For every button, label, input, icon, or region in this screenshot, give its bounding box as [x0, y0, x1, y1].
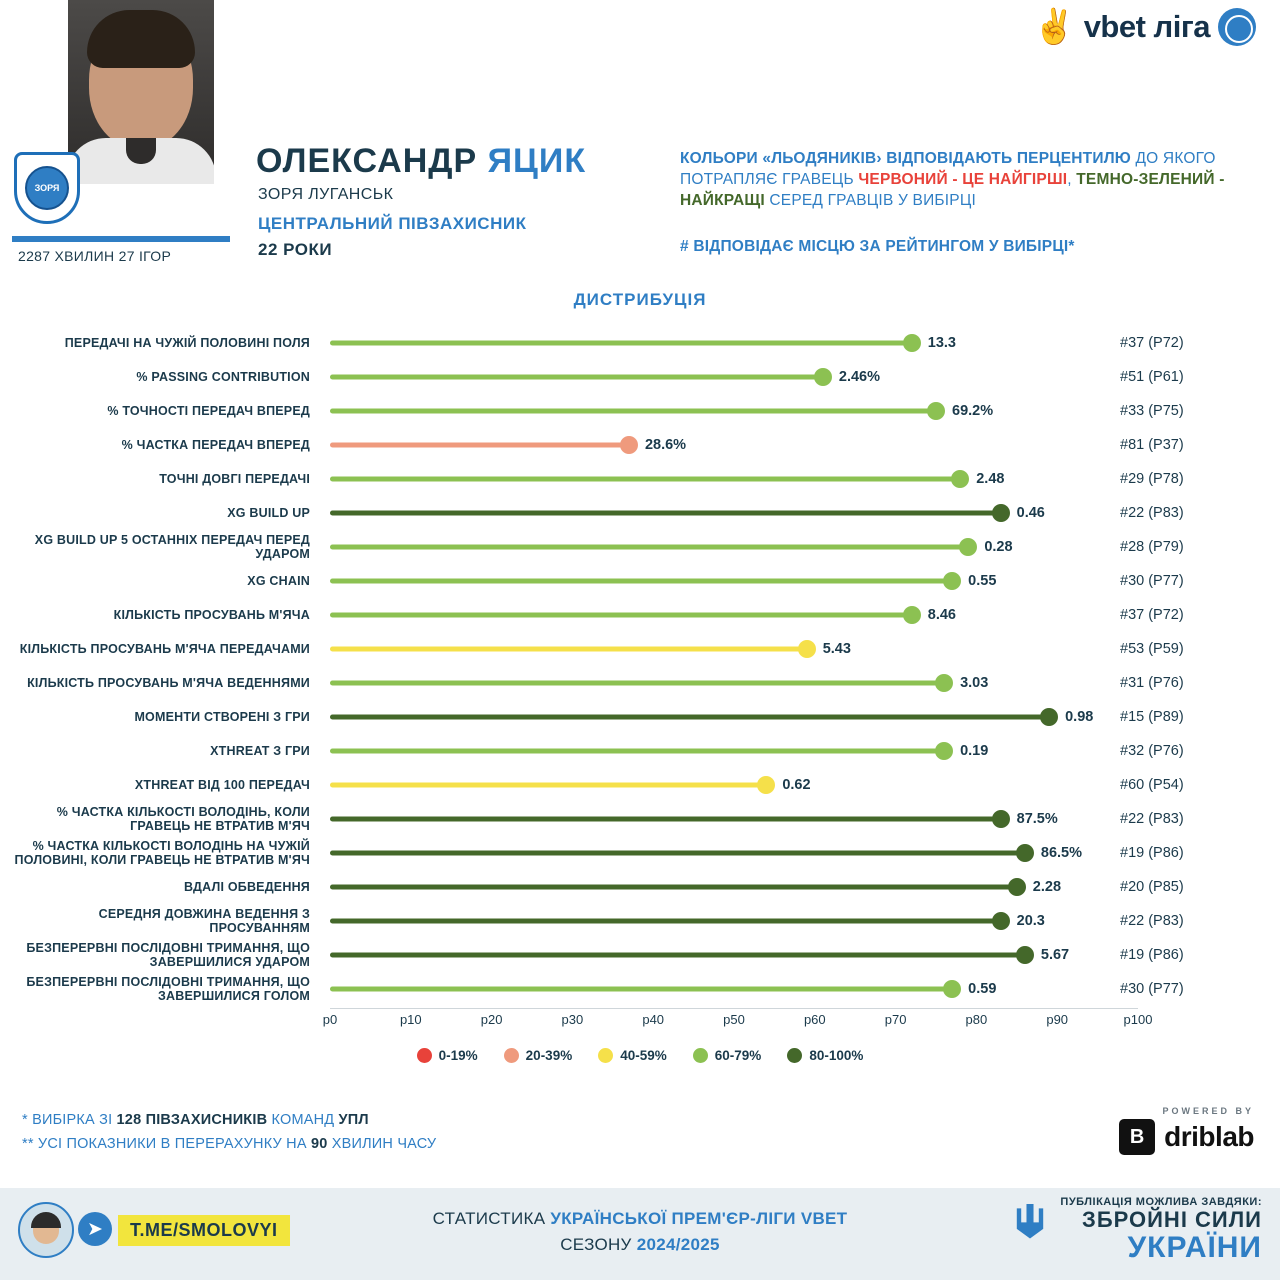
credit-2-bold: 2024/2025	[636, 1235, 720, 1254]
metric-bar	[330, 443, 629, 448]
axis-tick: p100	[1123, 1012, 1153, 1027]
percentile-explanation	[680, 148, 1270, 211]
minutes-played: 2287 ХВИЛИН 27 ІГОР	[18, 248, 172, 264]
metric-value: 5.43	[822, 641, 851, 657]
metric-label: XG BUILD UP 5 ОСТАННІХ ПЕРЕДАЧ ПЕРЕД УДАРОМ	[34, 533, 310, 561]
metric-track	[330, 904, 1138, 938]
metric-label: КІЛЬКІСТЬ ПРОСУВАНЬ М'ЯЧА	[113, 608, 310, 622]
chart-row	[0, 462, 1280, 496]
metric-track	[330, 530, 1138, 564]
footnote-per90	[22, 1132, 436, 1156]
chart-row	[0, 496, 1280, 530]
chart-row	[0, 632, 1280, 666]
metric-track	[330, 938, 1138, 972]
legend-item	[693, 1048, 762, 1063]
club-badge	[14, 152, 82, 228]
metric-track	[330, 428, 1138, 462]
metric-rank: #22 (P83)	[1120, 505, 1184, 521]
metric-rank: #30 (P77)	[1120, 981, 1184, 997]
chart-row	[0, 700, 1280, 734]
metric-bar	[330, 375, 823, 380]
metric-label: % ЧАСТКА КІЛЬКОСТІ ВОЛОДІНЬ, КОЛИ ГРАВЕЦЬ НЕ ВТРАТИВ М'ЯЧ	[56, 805, 310, 833]
metric-dot	[943, 572, 961, 590]
player-position: ЦЕНТРАЛЬНИЙ ПІВЗАХИСНИК	[258, 214, 527, 233]
legend-item	[787, 1048, 863, 1063]
metric-dot	[814, 368, 832, 386]
metric-value: 28.6%	[644, 437, 687, 453]
metric-bar	[330, 783, 766, 788]
metric-bar	[330, 647, 807, 652]
credit-1-pre: СТАТИСТИКА	[432, 1209, 551, 1228]
axis-tick: p60	[803, 1012, 826, 1027]
metric-dot	[1016, 844, 1034, 862]
metric-bar	[330, 341, 912, 346]
metric-bar	[330, 749, 944, 754]
metric-track	[330, 836, 1138, 870]
metric-track	[330, 666, 1138, 700]
metric-rank: #32 (P76)	[1120, 743, 1184, 759]
metric-value: 0.19	[960, 743, 989, 759]
metric-rank: #22 (P83)	[1120, 913, 1184, 929]
metric-dot	[1040, 708, 1058, 726]
metric-value: 2.46%	[838, 369, 880, 385]
metric-value: 0.55	[968, 573, 997, 589]
metric-rank: #37 (P72)	[1120, 607, 1184, 623]
metric-value: 20.3	[1016, 913, 1045, 929]
metric-rank: #31 (P76)	[1120, 675, 1184, 691]
legend-note-percentile: ПЕРЦЕНТИЛЮ	[1016, 150, 1131, 167]
axis-tick: p90	[1046, 1012, 1069, 1027]
distribution-chart	[0, 326, 1280, 1026]
metric-bar	[330, 851, 1025, 856]
metric-dot	[935, 674, 953, 692]
league-logo-text: vbet ліга	[1083, 9, 1210, 44]
trident-icon	[1008, 1204, 1052, 1258]
metric-track	[330, 972, 1138, 1006]
chart-row	[0, 972, 1280, 1006]
legend-note-green: ТЕМНО-ЗЕЛЕНИЙ - НАЙКРАЩІ	[680, 171, 1225, 209]
metric-value: 0.28	[984, 539, 1013, 555]
metric-bar	[330, 681, 944, 686]
metric-rank: #19 (P86)	[1120, 947, 1184, 963]
league-logo	[1033, 8, 1256, 46]
metric-track	[330, 700, 1138, 734]
metric-dot	[903, 334, 921, 352]
player-club: ЗОРЯ ЛУГАНСЬК	[258, 186, 394, 203]
metric-rank: #51 (P61)	[1120, 369, 1184, 385]
metric-rank: #29 (P78)	[1120, 471, 1184, 487]
armed-forces-line1: ЗБРОЙНІ СИЛИ	[1082, 1207, 1262, 1232]
metric-value: 87.5%	[1016, 811, 1058, 827]
metric-dot	[1016, 946, 1034, 964]
metric-rank: #53 (P59)	[1120, 641, 1184, 657]
chart-row	[0, 666, 1280, 700]
metric-dot	[927, 402, 945, 420]
chart-row	[0, 326, 1280, 360]
metric-rank: #37 (P72)	[1120, 335, 1184, 351]
legend-swatch-icon	[598, 1048, 613, 1063]
metric-label: БЕЗПЕРЕРВНІ ПОСЛІДОВНІ ТРИМАННЯ, ЩО ЗАВЕРШИЛИСЯ УДАРОМ	[26, 941, 310, 969]
metric-bar	[330, 409, 936, 414]
rank-explanation: # ВІДПОВІДАЄ МІСЦЮ ЗА РЕЙТИНГОМ У ВИБІРЦІ*	[680, 238, 1075, 255]
metric-rank: #33 (P75)	[1120, 403, 1184, 419]
metric-track	[330, 394, 1138, 428]
footnote-2-pre: ** УСІ ПОКАЗНИКИ В ПЕРЕРАХУНКУ НА	[22, 1136, 311, 1152]
metric-value: 0.62	[782, 777, 811, 793]
legend-label: 80-100%	[809, 1048, 864, 1063]
minutes-underline	[12, 236, 230, 242]
metric-bar	[330, 579, 952, 584]
metric-value: 69.2%	[952, 403, 994, 419]
metric-bar	[330, 545, 968, 550]
metric-track	[330, 326, 1138, 360]
metric-value: 0.46	[1016, 505, 1045, 521]
metric-label: ТОЧНІ ДОВГІ ПЕРЕДАЧІ	[159, 472, 310, 486]
armed-forces-line2: УКРАЇНИ	[1127, 1231, 1262, 1264]
metric-track	[330, 768, 1138, 802]
metric-track	[330, 462, 1138, 496]
page-title	[256, 142, 586, 181]
chart-row	[0, 870, 1280, 904]
club-badge-label: ЗОРЯ	[25, 166, 69, 210]
footnotes	[22, 1108, 436, 1156]
metric-label: XTHREAT ВІД 100 ПЕРЕДАЧ	[134, 778, 310, 792]
metric-bar	[330, 953, 1025, 958]
driblab-row	[1119, 1119, 1254, 1155]
legend-label: 40-59%	[620, 1048, 667, 1063]
color-legend	[0, 1048, 1280, 1063]
powered-by-label: POWERED BY	[1162, 1106, 1254, 1116]
metric-dot	[992, 810, 1010, 828]
legend-note-part-3: ,	[1067, 171, 1077, 188]
credit-2-pre: СЕЗОНУ	[560, 1235, 637, 1254]
driblab-logo	[1119, 1106, 1254, 1155]
chart-row	[0, 768, 1280, 802]
chart-row	[0, 904, 1280, 938]
chart-row	[0, 802, 1280, 836]
legend-note-part-1: КОЛЬОРИ «ЛЬОДЯНИКІВ› ВІДПОВІДАЮТЬ	[680, 150, 1017, 167]
ball-icon	[1218, 8, 1256, 46]
metric-bar	[330, 885, 1017, 890]
metric-track	[330, 632, 1138, 666]
player-first-name: ОЛЕКСАНДР	[256, 142, 478, 180]
metric-track	[330, 734, 1138, 768]
metric-label: % ЧАСТКА ПЕРЕДАЧ ВПЕРЕД	[121, 438, 310, 452]
footnote-2-post: ХВИЛИН ЧАСУ	[327, 1136, 437, 1152]
metric-label: XG CHAIN	[247, 574, 310, 588]
footnote-sample	[22, 1108, 436, 1132]
header	[0, 0, 1280, 309]
legend-item	[417, 1048, 478, 1063]
chart-row	[0, 428, 1280, 462]
metric-dot	[959, 538, 977, 556]
legend-swatch-icon	[787, 1048, 802, 1063]
metric-dot	[798, 640, 816, 658]
chart-row	[0, 836, 1280, 870]
legend-label: 0-19%	[438, 1048, 478, 1063]
metric-rank: #19 (P86)	[1120, 845, 1184, 861]
legend-swatch-icon	[417, 1048, 432, 1063]
chart-title: ДИСТРИБУЦІЯ	[573, 290, 707, 309]
metric-label: % PASSING CONTRIBUTION	[136, 370, 310, 384]
player-last-name: ЯЦИК	[487, 142, 587, 180]
metric-rank: #30 (P77)	[1120, 573, 1184, 589]
metric-label: XTHREAT З ГРИ	[210, 744, 310, 758]
chart-row	[0, 394, 1280, 428]
metric-bar	[330, 511, 1001, 516]
metric-bar	[330, 613, 912, 618]
chart-row	[0, 938, 1280, 972]
metric-label: XG BUILD UP	[227, 506, 310, 520]
metric-value: 13.3	[927, 335, 956, 351]
footnote-1-pre: * ВИБІРКА ЗІ	[22, 1112, 117, 1128]
metric-rank: #60 (P54)	[1120, 777, 1184, 793]
legend-item	[504, 1048, 573, 1063]
credit-1-bold: УКРАЇНСЬКОЇ ПРЕМ'ЄР-ЛІГИ VBET	[550, 1209, 848, 1228]
metric-dot	[992, 912, 1010, 930]
player-hair	[87, 10, 195, 68]
chart-row	[0, 360, 1280, 394]
legend-swatch-icon	[693, 1048, 708, 1063]
peace-sign-icon: ✌	[1033, 8, 1076, 46]
metric-label: ПЕРЕДАЧІ НА ЧУЖІЙ ПОЛОВИНІ ПОЛЯ	[64, 336, 310, 350]
metric-track	[330, 870, 1138, 904]
club-badge-shape	[14, 152, 80, 224]
metric-label: ВДАЛІ ОБВЕДЕННЯ	[183, 880, 310, 894]
armed-forces-credit	[1060, 1196, 1262, 1264]
metric-label: МОМЕНТИ СТВОРЕНІ З ГРИ	[134, 710, 310, 724]
metric-label: % ТОЧНОСТІ ПЕРЕДАЧ ВПЕРЕД	[107, 404, 310, 418]
metric-label: КІЛЬКІСТЬ ПРОСУВАНЬ М'ЯЧА ПЕРЕДАЧАМИ	[19, 642, 310, 656]
metric-track	[330, 360, 1138, 394]
axis-tick: p70	[884, 1012, 907, 1027]
metric-dot	[1008, 878, 1026, 896]
metric-rank: #81 (P37)	[1120, 437, 1184, 453]
legend-label: 60-79%	[714, 1048, 762, 1063]
metric-rank: #20 (P85)	[1120, 879, 1184, 895]
telegram-icon[interactable]: ➤	[78, 1212, 112, 1246]
metric-dot	[903, 606, 921, 624]
axis-tick: p0	[322, 1012, 338, 1027]
legend-item	[598, 1048, 667, 1063]
metric-value: 0.59	[968, 981, 997, 997]
metric-label: СЕРЕДНЯ ДОВЖИНА ВЕДЕННЯ З ПРОСУВАННЯМ	[98, 907, 310, 935]
footnote-1-bold2: УПЛ	[338, 1112, 369, 1128]
axis-tick: p80	[965, 1012, 988, 1027]
metric-track	[330, 598, 1138, 632]
metric-dot	[992, 504, 1010, 522]
driblab-mark-icon: B	[1119, 1119, 1155, 1155]
metric-value: 8.46	[927, 607, 956, 623]
metric-value: 5.67	[1040, 947, 1070, 963]
legend-label: 20-39%	[525, 1048, 573, 1063]
legend-note-part-2: ДО ЯКОГО ПОТРАПЛЯЄ ГРАВЕЦЬ	[680, 150, 1216, 188]
driblab-name: driblab	[1164, 1121, 1254, 1152]
axis-tick: p10	[399, 1012, 422, 1027]
metric-rank: #22 (P83)	[1120, 811, 1184, 827]
metric-value: 2.28	[1032, 879, 1062, 895]
footnote-1-bold: 128 ПІВЗАХИСНИКІВ	[116, 1112, 268, 1128]
player-photo	[68, 0, 214, 184]
metric-bar	[330, 477, 960, 482]
metric-track	[330, 496, 1138, 530]
axis-tick: p30	[561, 1012, 584, 1027]
metric-value: 86.5%	[1040, 845, 1082, 861]
metric-dot	[620, 436, 638, 454]
metric-rank: #15 (P89)	[1120, 709, 1184, 725]
footer-bar	[0, 1188, 1280, 1280]
metric-track	[330, 802, 1138, 836]
metric-value: 3.03	[960, 675, 989, 691]
footnote-1-post: КОМАНД	[267, 1112, 339, 1128]
player-shirt	[68, 138, 214, 184]
metric-value: 0.98	[1065, 709, 1094, 725]
chart-row	[0, 598, 1280, 632]
legend-swatch-icon	[504, 1048, 519, 1063]
x-axis	[322, 1012, 1153, 1034]
footnote-2-bold: 90	[310, 1136, 328, 1152]
metric-track	[330, 564, 1138, 598]
metric-dot	[943, 980, 961, 998]
axis-tick: p50	[723, 1012, 745, 1027]
metric-dot	[935, 742, 953, 760]
metric-bar	[330, 987, 952, 992]
chart-row	[0, 734, 1280, 768]
legend-note-red: ЧЕРВОНИЙ - ЦЕ НАЙГІРШІ	[858, 171, 1068, 188]
metric-bar	[330, 817, 1001, 822]
axis-baseline	[330, 1008, 1138, 1009]
metric-dot	[757, 776, 775, 794]
chart-row	[0, 530, 1280, 564]
metric-bar	[330, 715, 1049, 720]
metric-bar	[330, 919, 1001, 924]
armed-forces-note: ПУБЛІКАЦІЯ МОЖЛИВА ЗАВДЯКИ:	[1060, 1196, 1262, 1208]
metric-label: % ЧАСТКА КІЛЬКОСТІ ВОЛОДІНЬ НА ЧУЖІЙ ПОЛОВИНІ, КОЛИ ГРАВЕЦЬ НЕ ВТРАТИВ М'ЯЧ	[14, 839, 310, 867]
metric-label: БЕЗПЕРЕРВНІ ПОСЛІДОВНІ ТРИМАННЯ, ЩО ЗАВЕРШИЛИСЯ ГОЛОМ	[26, 975, 310, 1003]
chart-row	[0, 564, 1280, 598]
metric-rank: #28 (P79)	[1120, 539, 1184, 555]
metric-dot	[951, 470, 969, 488]
axis-tick: p20	[480, 1012, 503, 1027]
axis-tick: p40	[642, 1012, 665, 1027]
legend-note-part-4: СЕРЕД ГРАВЦІВ У ВИБІРЦІ	[764, 192, 977, 209]
player-age: 22 РОКИ	[258, 240, 333, 259]
metric-value: 2.48	[976, 471, 1005, 487]
metric-label: КІЛЬКІСТЬ ПРОСУВАНЬ М'ЯЧА ВЕДЕННЯМИ	[27, 676, 310, 690]
telegram-handle[interactable]: T.ME/SMOLOVYI	[118, 1215, 290, 1246]
